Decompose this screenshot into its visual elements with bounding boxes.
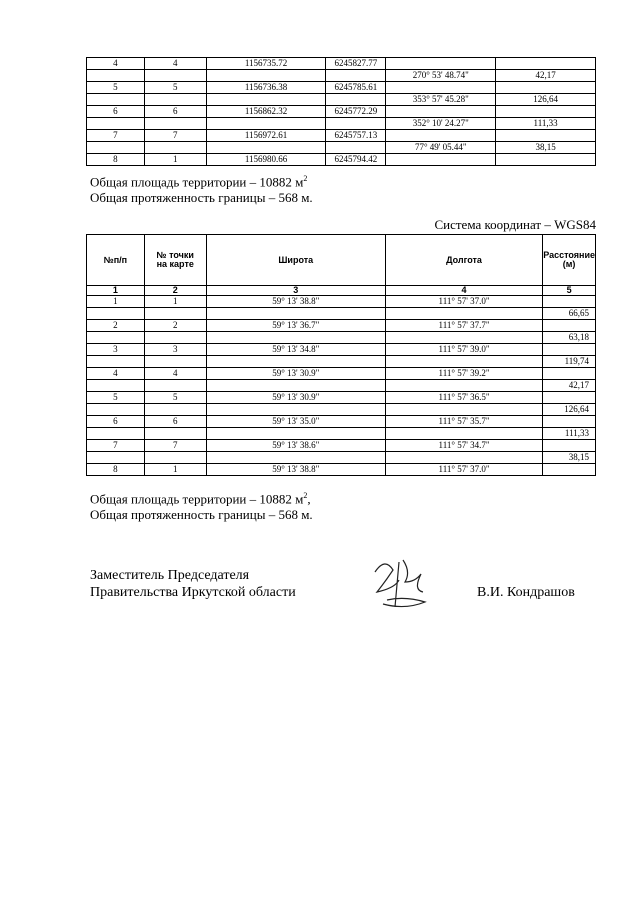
- coordinates-table-wgs84-body: [87, 296, 596, 476]
- table-cell: [206, 356, 385, 368]
- length-text-1: Общая протяженность границы – 568 м.: [90, 190, 313, 205]
- table-cell: 2: [87, 320, 145, 332]
- table-cell: [144, 428, 206, 440]
- table-cell: 5: [87, 82, 145, 94]
- table-cell: [386, 82, 496, 94]
- table-cell: [87, 380, 145, 392]
- table-cell: 4: [144, 58, 206, 70]
- table-cell: 1156736.38: [206, 82, 326, 94]
- table-cell: 5: [87, 392, 145, 404]
- table-cell: [385, 404, 542, 416]
- table-cell: [206, 380, 385, 392]
- table-cell: [206, 452, 385, 464]
- table-cell: [87, 142, 145, 154]
- table-row: [87, 82, 596, 94]
- table-cell: 8: [87, 464, 145, 476]
- coordinate-system-title: Система координат – WGS84: [434, 217, 596, 232]
- table-cell: [543, 416, 596, 428]
- table-cell: [144, 332, 206, 344]
- table-cell: 5: [144, 82, 206, 94]
- table-cell: 111,33: [496, 118, 596, 130]
- table-cell: [326, 118, 386, 130]
- table-row: [87, 118, 596, 130]
- table-row: [87, 392, 596, 404]
- table-row: [87, 368, 596, 380]
- table-row: [87, 154, 596, 166]
- signatory-title-line2: Правительства Иркутской области: [90, 585, 296, 600]
- table-cell: 1: [144, 296, 206, 308]
- table-cell: [326, 94, 386, 106]
- table-cell: 119,74: [543, 356, 596, 368]
- table-cell: [543, 296, 596, 308]
- table-cell: 1: [144, 464, 206, 476]
- column-number: 2: [144, 286, 206, 296]
- header-row: [87, 235, 596, 286]
- table-cell: [87, 428, 145, 440]
- table-cell: 111° 57' 37.7": [385, 320, 542, 332]
- table-row: [87, 452, 596, 464]
- table-cell: 8: [87, 154, 145, 166]
- table-cell: [144, 356, 206, 368]
- table-row: [87, 344, 596, 356]
- table-cell: 270° 53' 48.74": [386, 70, 496, 82]
- table-cell: 1156972.61: [206, 130, 326, 142]
- table-cell: 38,15: [496, 142, 596, 154]
- table-cell: 352° 10' 24.27": [386, 118, 496, 130]
- table-row: [87, 320, 596, 332]
- table-cell: [385, 308, 542, 320]
- table-row: [87, 440, 596, 452]
- table-cell: [87, 308, 145, 320]
- header-cell: №п/п: [87, 235, 145, 286]
- coordinates-table-wgs84: [86, 234, 596, 476]
- column-number: 3: [206, 286, 385, 296]
- table-cell: 63,18: [543, 332, 596, 344]
- table-cell: [496, 130, 596, 142]
- signatory-name: В.И. Кондрашов: [477, 585, 575, 600]
- table-row: [87, 308, 596, 320]
- signatory-title-line1: Заместитель Председателя: [90, 568, 250, 583]
- table-cell: 5: [144, 392, 206, 404]
- table-row: [87, 332, 596, 344]
- table-cell: 6: [144, 106, 206, 118]
- table-cell: 2: [144, 320, 206, 332]
- table-cell: [543, 392, 596, 404]
- table-cell: 6245827.77: [326, 58, 386, 70]
- table-cell: [144, 142, 206, 154]
- table-cell: [144, 70, 206, 82]
- table-row: [87, 296, 596, 308]
- table-cell: [87, 452, 145, 464]
- table-cell: [543, 320, 596, 332]
- table-cell: 6: [144, 416, 206, 428]
- table-cell: [386, 106, 496, 118]
- table-cell: 59° 13' 38.6": [206, 440, 385, 452]
- table-cell: 42,17: [496, 70, 596, 82]
- table-cell: 111° 57' 35.7": [385, 416, 542, 428]
- header-cell: Расстояние (м): [543, 235, 596, 286]
- table-cell: 1156735.72: [206, 58, 326, 70]
- coordinates-table-msk: [86, 57, 596, 166]
- table-cell: 6245794.42: [326, 154, 386, 166]
- table-cell: 111° 57' 34.7": [385, 440, 542, 452]
- table-row: [87, 416, 596, 428]
- table-cell: 4: [144, 368, 206, 380]
- table-cell: 126,64: [543, 404, 596, 416]
- table-cell: 111,33: [543, 428, 596, 440]
- table-cell: 1: [144, 154, 206, 166]
- table-cell: 59° 13' 38.8": [206, 296, 385, 308]
- table-cell: 59° 13' 35.0": [206, 416, 385, 428]
- table-cell: 59° 13' 34.8": [206, 344, 385, 356]
- table-cell: 7: [144, 130, 206, 142]
- coordinates-table-msk-body: [87, 58, 596, 166]
- table-cell: [144, 308, 206, 320]
- length-text-2: Общая протяженность границы – 568 м.: [90, 507, 313, 522]
- table-cell: [206, 142, 326, 154]
- table-cell: [144, 94, 206, 106]
- table-cell: 7: [144, 440, 206, 452]
- column-number: 4: [385, 286, 542, 296]
- table-cell: [206, 308, 385, 320]
- table-cell: [496, 58, 596, 70]
- handwritten-signature: [365, 552, 445, 612]
- table-cell: [386, 58, 496, 70]
- table-cell: 6245772.29: [326, 106, 386, 118]
- column-number-row: [87, 286, 596, 296]
- table-cell: [144, 118, 206, 130]
- table-cell: [144, 380, 206, 392]
- table-row: [87, 356, 596, 368]
- table-cell: 59° 13' 30.9": [206, 392, 385, 404]
- table-cell: 111° 57' 39.0": [385, 344, 542, 356]
- table-cell: [385, 332, 542, 344]
- table-cell: 3: [87, 344, 145, 356]
- table-cell: [206, 70, 326, 82]
- table-cell: [87, 356, 145, 368]
- table-cell: [87, 404, 145, 416]
- table-cell: [543, 440, 596, 452]
- table-cell: 1: [87, 296, 145, 308]
- table-cell: 111° 57' 37.0": [385, 296, 542, 308]
- column-number: 5: [543, 286, 596, 296]
- table-cell: [206, 94, 326, 106]
- table-row: [87, 70, 596, 82]
- table-cell: 6: [87, 416, 145, 428]
- table-cell: [385, 428, 542, 440]
- table-cell: 126,64: [496, 94, 596, 106]
- column-number: 1: [87, 286, 145, 296]
- table-cell: 4: [87, 368, 145, 380]
- table-cell: 1156862.32: [206, 106, 326, 118]
- table-row: [87, 380, 596, 392]
- table-row: [87, 428, 596, 440]
- table-cell: 6245757.13: [326, 130, 386, 142]
- table-cell: [543, 368, 596, 380]
- table-cell: [386, 154, 496, 166]
- table-cell: [543, 344, 596, 356]
- table-cell: 111° 57' 39.2": [385, 368, 542, 380]
- table-row: [87, 106, 596, 118]
- table-cell: [385, 380, 542, 392]
- table-cell: [543, 464, 596, 476]
- table-cell: 6245785.61: [326, 82, 386, 94]
- table-row: [87, 130, 596, 142]
- table-cell: [87, 118, 145, 130]
- table-cell: 3: [144, 344, 206, 356]
- table-cell: [87, 70, 145, 82]
- area-text-1: Общая площадь территории – 10882 $м^2$: [90, 174, 308, 190]
- table-cell: [496, 82, 596, 94]
- area-text-2: Общая площадь территории – 10882 $м^2$,: [90, 491, 311, 507]
- table-cell: [326, 142, 386, 154]
- table-row: [87, 142, 596, 154]
- table-cell: 7: [87, 130, 145, 142]
- table-cell: 77° 49' 05.44": [386, 142, 496, 154]
- table-cell: 111° 57' 37.0": [385, 464, 542, 476]
- table-cell: 66,65: [543, 308, 596, 320]
- table-row: [87, 464, 596, 476]
- table-cell: [87, 332, 145, 344]
- table-cell: [386, 130, 496, 142]
- header-cell: № точки на карте: [144, 235, 206, 286]
- table-cell: 42,17: [543, 380, 596, 392]
- table-cell: [144, 404, 206, 416]
- table-cell: [206, 118, 326, 130]
- header-cell: Широта: [206, 235, 385, 286]
- table-cell: [206, 332, 385, 344]
- table-cell: 38,15: [543, 452, 596, 464]
- table-cell: [144, 452, 206, 464]
- table-cell: 111° 57' 36.5": [385, 392, 542, 404]
- table-cell: [87, 94, 145, 106]
- table-cell: [496, 106, 596, 118]
- table-cell: [385, 356, 542, 368]
- table-cell: [206, 404, 385, 416]
- table-cell: [385, 452, 542, 464]
- table-cell: 353° 57' 45.28": [386, 94, 496, 106]
- header-cell: Долгота: [385, 235, 542, 286]
- table-cell: 59° 13' 36.7": [206, 320, 385, 332]
- table-row: [87, 404, 596, 416]
- table-cell: [496, 154, 596, 166]
- table-cell: 7: [87, 440, 145, 452]
- table-cell: 6: [87, 106, 145, 118]
- table-cell: 4: [87, 58, 145, 70]
- table-cell: 59° 13' 30.9": [206, 368, 385, 380]
- table-cell: [326, 70, 386, 82]
- table-cell: 59° 13' 38.8": [206, 464, 385, 476]
- table-row: [87, 58, 596, 70]
- table-cell: 1156980.66: [206, 154, 326, 166]
- table-row: [87, 94, 596, 106]
- table-cell: [206, 428, 385, 440]
